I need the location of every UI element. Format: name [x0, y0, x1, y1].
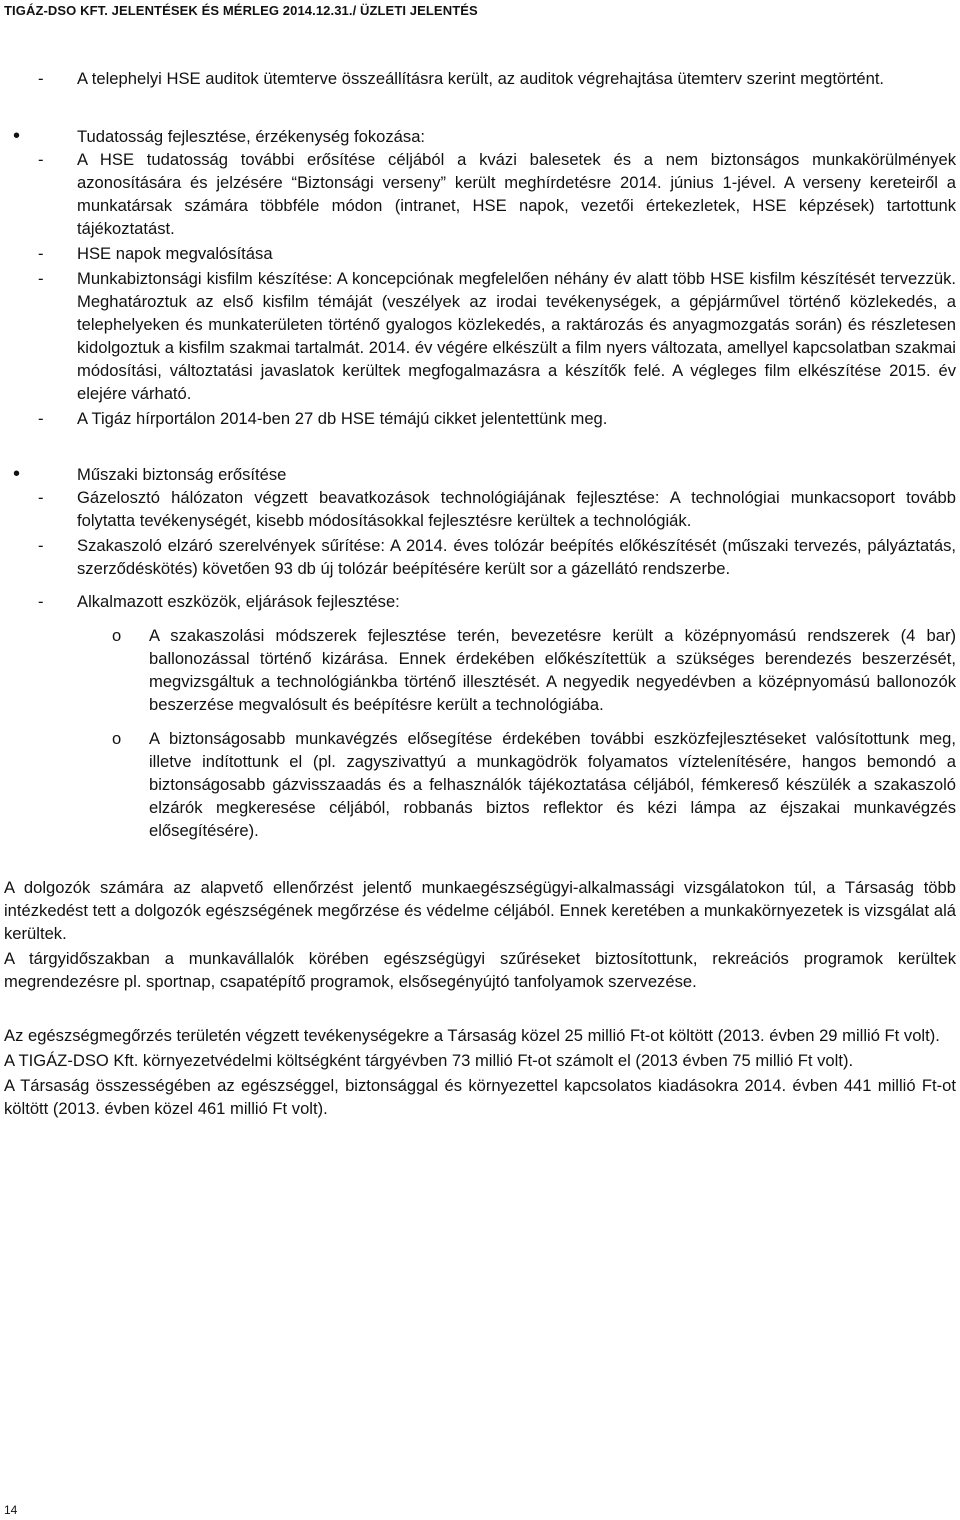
paragraph: A TIGÁZ-DSO Kft. környezetvédelmi költségként tárgyévben 73 millió Ft-ot számolt el (2013 évben 75 millió Ft volt). — [4, 1051, 854, 1070]
list-item: - A HSE tudatosság további erősítése céljából a kvázi balesetek és a nem biztonságos munkakörülmények azonosítására és jelzésére “Biztonsági verseny” került meghírdetésre 2014. június 1-jével. A verseny kereteiről a munkatársak számára többféle módon (intranet, HSE napok, vezetői értekezletek, HSE képzések) tartottunk tájékoztatást. — [4, 148, 956, 240]
sub-list-item: o A biztonságosabb munkavégzés elősegítése érdekében további eszközfejlesztéseket valósítottunk meg, illetve indítottunk el (pl. zagyszivattyú a munkagödrök folyamatos víztelenítésére, hangos bemondó a biztonságosabb gázvisszaadás és a felhasználók tájékoztatása céljából, fémkereső készülék a szakaszoló elzárók megkeresése céljából, robbanás biztos reflektor és kézi lámpa az éjszakai munkavégzés elősegítésére). — [4, 727, 956, 842]
list-item: - A Tigáz hírportálon 2014-ben 27 db HSE témájú cikket jelentettünk meg. — [4, 407, 956, 430]
paragraph: A tárgyidőszakban a munkavállalók körében egészségügyi szűréseket biztosítottunk, rekreációs programok kerültek megrendezésre pl. sportnap, csapatépítő programok, elsősegényújtó tanfolyamok szervezése. — [4, 949, 956, 991]
paragraph: A Társaság összességében az egészséggel, biztonsággal és környezettel kapcsolatos kiadásokra 2014. évben 441 millió Ft-ot költött (2013. évben közel 461 millió Ft volt). — [4, 1076, 956, 1118]
list-item: - Munkabiztonsági kisfilm készítése: A koncepciónak megfelelően néhány év alatt több HSE kisfilm készítését tervezzük. Meghatároztuk az első kisfilm témáját (veszélyek az irodai tevékenységek, a gépjárművel történő közlekedés, a telephelyeken és munkaterületen történő gyalogos közlekedés, a raktározás és anyagmozgatás során) és részletesen kidolgoztuk a kisfilm szakmai tartalmát. 2014. év végére elkészült a film nyers változata, amellyel kapcsolatban szakmai módosítási, változtatási javaslatok kerültek megfogalmazásra a készítők felé. A végleges film elkészítése 2015. év elejére várható. — [4, 267, 956, 405]
section-heading-technical-safety: • Műszaki biztonság erősítése — [4, 463, 956, 486]
document-body — [4, 67, 956, 1120]
list-item: - HSE napok megvalósítása — [4, 242, 956, 265]
intro-list-item: - A telephelyi HSE auditok ütemterve összeállításra került, az auditok végrehajtása ütemterv szerint megtörtént. — [4, 67, 956, 90]
paragraph: Az egészségmegőrzés területén végzett tevékenységekre a Társaság közel 25 millió Ft-ot költött (2013. évben 29 millió Ft volt). — [4, 1026, 940, 1045]
section-heading-awareness: • Tudatosság fejlesztése, érzékenység fokozása: — [4, 125, 956, 148]
sub-list-item: o A szakaszolási módszerek fejlesztése terén, bevezetésre került a középnyomású rendszerek (4 bar) ballonozással történő kizárása. Ennek érdekében előkészítettük a szükséges berendezés beszerzését, megvizsgáltuk a technológiánkba történő illesztését. A negyedik negyedévben a középnyomású ballonozók beszerzése megvalósult és beépítésre került a technológiába. — [4, 624, 956, 716]
list-item: - Szakaszoló elzáró szerelvények sűrítése: A 2014. éves tolózár beépítés előkészítését (műszaki tervezés, pályáztatás, szerződéskötés) követően 93 db új tolózár beépítésére került sor a gázellátó rendszerbe. — [4, 534, 956, 580]
page-header: TIGÁZ-DSO KFT. JELENTÉSEK ÉS MÉRLEG 2014.12.31./ ÜZLETI JELENTÉS — [4, 3, 478, 18]
paragraph: A dolgozók számára az alapvető ellenőrzést jelentő munkaegészségügyi-alkalmassági vizsgálatokon túl, a Társaság több intézkedést tett a dolgozók egészségének megőrzése és védelme céljából. Ennek keretében a munkakörnyezetek is vizsgálat alá kerültek. — [4, 878, 956, 943]
list-item: - Gázelosztó hálózaton végzett beavatkozások technológiájának fejlesztése: A technológiai munkacsoport tovább folytatta tevékenységét, kisebb módosításokkal fejlesztésre kerültek a technológiák. — [4, 486, 956, 532]
page-number: 14 — [4, 1503, 18, 1517]
list-item: - Alkalmazott eszközök, eljárások fejlesztése: — [4, 590, 956, 613]
